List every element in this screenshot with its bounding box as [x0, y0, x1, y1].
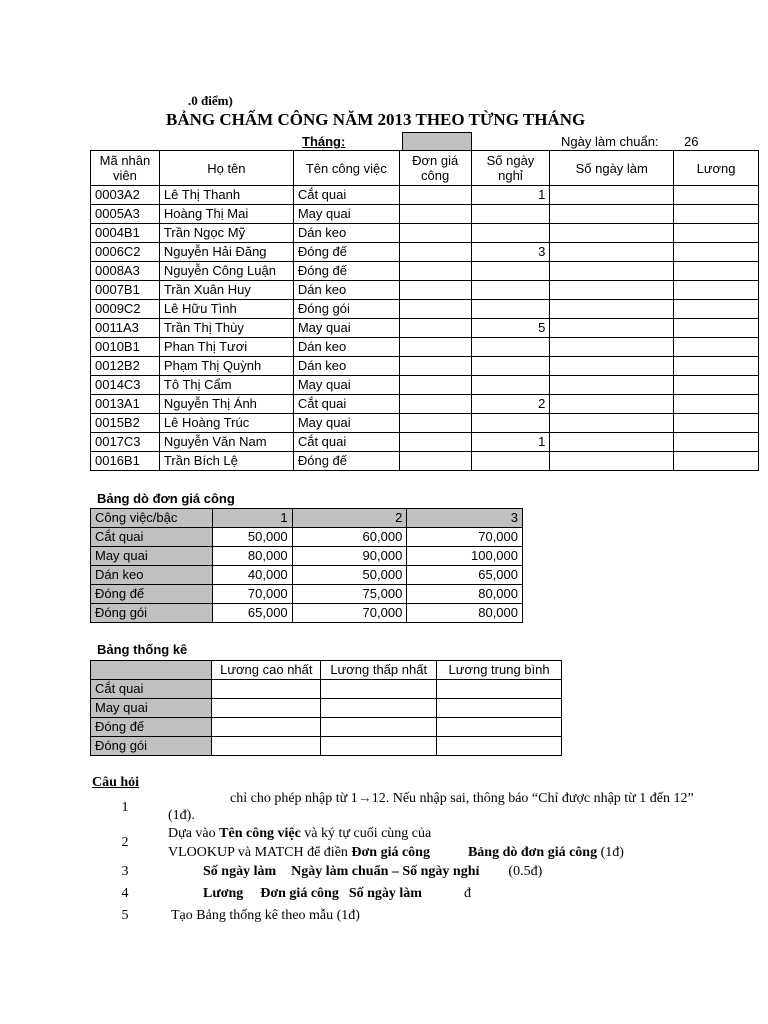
unit-price-cell[interactable]	[399, 281, 471, 300]
stats-min-cell[interactable]	[321, 718, 437, 737]
employee-code-cell: 0009C2	[91, 300, 160, 319]
header-unit-price: Đơn giá công	[399, 151, 471, 186]
days-worked-cell[interactable]	[550, 205, 674, 224]
page-title: BẢNG CHẤM CÔNG NĂM 2013 THEO TỪNG THÁNG	[166, 110, 586, 129]
table-row	[91, 433, 759, 452]
table-row	[91, 319, 759, 338]
employee-code-cell: 0013A1	[91, 395, 160, 414]
full-name-cell: Nguyễn Văn Nam	[159, 433, 293, 452]
table-row	[91, 357, 759, 376]
employee-code-cell: 0004B1	[91, 224, 160, 243]
job-name-cell: Dán keo	[293, 224, 399, 243]
table-row	[91, 300, 759, 319]
salary-cell[interactable]	[674, 395, 759, 414]
stats-job-cell: Cắt quai	[91, 680, 212, 699]
days-off-cell: 3	[471, 243, 550, 262]
job-name-cell: Cắt quai	[293, 433, 399, 452]
salary-cell[interactable]	[674, 319, 759, 338]
question-4-number: 4	[121, 886, 129, 901]
stats-job-cell: May quai	[91, 699, 212, 718]
price-job-cell: Đóng đế	[91, 585, 213, 604]
price-job-cell: Cắt quai	[91, 528, 213, 547]
full-name-cell: Lê Thị Thanh	[159, 186, 293, 205]
unit-price-cell[interactable]	[399, 357, 471, 376]
days-worked-cell[interactable]	[550, 395, 674, 414]
days-off-cell	[471, 224, 550, 243]
question-5-number: 5	[121, 908, 129, 923]
price-header-job: Công việc/bậc	[91, 509, 213, 528]
header-salary: Lương	[674, 151, 759, 186]
full-name-cell: Nguyễn Hải Đăng	[159, 243, 293, 262]
table-row	[91, 528, 523, 547]
unit-price-cell[interactable]	[399, 452, 471, 471]
table-row	[91, 262, 759, 281]
days-off-cell	[471, 376, 550, 395]
employee-code-cell: 0015B2	[91, 414, 160, 433]
days-worked-cell[interactable]	[550, 376, 674, 395]
unit-price-cell[interactable]	[399, 243, 471, 262]
price-value-cell: 60,000	[292, 528, 407, 547]
table-row	[91, 680, 562, 699]
header-days-off: Số ngày nghỉ	[471, 151, 550, 186]
question-1-line-1: chỉ cho phép nhập từ 1→12. Nếu nhập sai, thông báo “Chỉ được nhập từ 1 đến 12”	[230, 791, 694, 806]
stats-min-cell[interactable]	[321, 737, 437, 756]
price-value-cell: 70,000	[212, 585, 292, 604]
days-worked-cell[interactable]	[550, 319, 674, 338]
full-name-cell: Nguyễn Công Luận	[159, 262, 293, 281]
table-row	[91, 718, 562, 737]
job-name-cell: Đóng đế	[293, 452, 399, 471]
stats-job-cell: Đóng đế	[91, 718, 212, 737]
stats-max-cell[interactable]	[212, 718, 321, 737]
price-value-cell: 100,000	[407, 547, 523, 566]
days-worked-cell[interactable]	[550, 414, 674, 433]
question-4-text: Lương Đơn giá công Số ngày làm đ	[203, 886, 471, 901]
table-row	[91, 243, 759, 262]
attendance-table	[90, 150, 759, 471]
stats-min-cell[interactable]	[321, 680, 437, 699]
unit-price-cell[interactable]	[399, 319, 471, 338]
full-name-cell: Lê Hoàng Trúc	[159, 414, 293, 433]
month-label: Tháng:	[302, 134, 346, 149]
stats-table	[90, 660, 562, 756]
question-3-text: Số ngày làm Ngày làm chuẩn – Số ngày nghỉ (0.5đ)	[203, 864, 543, 879]
days-off-cell: 1	[471, 186, 550, 205]
salary-cell[interactable]	[674, 281, 759, 300]
table-row	[91, 737, 562, 756]
job-name-cell: Đóng đế	[293, 262, 399, 281]
days-off-cell	[471, 281, 550, 300]
job-name-cell: May quai	[293, 414, 399, 433]
days-off-cell	[471, 300, 550, 319]
days-worked-cell[interactable]	[550, 224, 674, 243]
job-name-cell: Đóng gói	[293, 300, 399, 319]
price-value-cell: 50,000	[212, 528, 292, 547]
stats-avg-cell[interactable]	[437, 718, 562, 737]
job-name-cell: May quai	[293, 319, 399, 338]
full-name-cell: Lê Hữu Tình	[159, 300, 293, 319]
employee-code-cell: 0006C2	[91, 243, 160, 262]
job-name-cell: Cắt quai	[293, 395, 399, 414]
unit-price-cell[interactable]	[399, 300, 471, 319]
days-worked-cell[interactable]	[550, 186, 674, 205]
salary-cell[interactable]	[674, 205, 759, 224]
stats-header-avg: Lương trung bình	[437, 661, 562, 680]
job-name-cell: Dán keo	[293, 357, 399, 376]
price-job-cell: May quai	[91, 547, 213, 566]
days-off-cell	[471, 262, 550, 281]
question-2-number: 2	[121, 835, 129, 850]
price-value-cell: 80,000	[407, 604, 523, 623]
days-worked-cell[interactable]	[550, 281, 674, 300]
header-job-name: Tên công việc	[293, 151, 399, 186]
salary-cell[interactable]	[674, 262, 759, 281]
table-row	[91, 547, 523, 566]
price-header-level-2: 2	[292, 509, 407, 528]
unit-price-cell[interactable]	[399, 338, 471, 357]
price-value-cell: 50,000	[292, 566, 407, 585]
full-name-cell: Phan Thị Tươi	[159, 338, 293, 357]
stats-table-title: Bảng thống kê	[97, 642, 188, 657]
price-job-cell: Dán keo	[91, 566, 213, 585]
std-days-label: Ngày làm chuẩn:	[561, 134, 659, 149]
salary-cell[interactable]	[674, 186, 759, 205]
table-row	[91, 186, 759, 205]
stats-min-cell[interactable]	[321, 699, 437, 718]
stats-avg-cell[interactable]	[437, 737, 562, 756]
days-worked-cell[interactable]	[550, 452, 674, 471]
unit-price-cell[interactable]	[399, 262, 471, 281]
table-row	[91, 452, 759, 471]
full-name-cell: Tô Thị Cẩm	[159, 376, 293, 395]
unit-price-cell[interactable]	[399, 395, 471, 414]
unit-price-cell[interactable]	[399, 205, 471, 224]
price-header-level-1: 1	[212, 509, 292, 528]
days-worked-cell[interactable]	[550, 262, 674, 281]
table-row	[91, 224, 759, 243]
salary-cell[interactable]	[674, 414, 759, 433]
employee-code-cell: 0003A2	[91, 186, 160, 205]
stats-avg-cell[interactable]	[437, 699, 562, 718]
full-name-cell: Phạm Thị Quỳnh	[159, 357, 293, 376]
employee-code-cell: 0016B1	[91, 452, 160, 471]
job-name-cell: May quai	[293, 205, 399, 224]
days-worked-cell[interactable]	[550, 357, 674, 376]
job-name-cell: May quai	[293, 376, 399, 395]
unit-price-cell[interactable]	[399, 376, 471, 395]
month-input-cell[interactable]	[402, 132, 472, 151]
stats-avg-cell[interactable]	[437, 680, 562, 699]
price-value-cell: 90,000	[292, 547, 407, 566]
table-row	[91, 376, 759, 395]
days-off-cell	[471, 357, 550, 376]
table-row	[91, 414, 759, 433]
salary-cell[interactable]	[674, 357, 759, 376]
salary-cell[interactable]	[674, 243, 759, 262]
days-off-cell	[471, 414, 550, 433]
questions-title: Câu hỏi	[92, 775, 140, 790]
price-header-level-3: 3	[407, 509, 523, 528]
price-value-cell: 70,000	[292, 604, 407, 623]
days-worked-cell[interactable]	[550, 338, 674, 357]
header-full-name: Họ tên	[159, 151, 293, 186]
job-name-cell: Dán keo	[293, 281, 399, 300]
question-1-number: 1	[121, 800, 129, 815]
days-off-cell	[471, 205, 550, 224]
stats-header-min: Lương thấp nhất	[321, 661, 437, 680]
table-row	[91, 566, 523, 585]
table-row	[91, 395, 759, 414]
full-name-cell: Trần Xuân Huy	[159, 281, 293, 300]
question-2-line-2: VLOOKUP và MATCH để điền Đơn giá công Bảng dò đơn giá công (1đ)	[168, 845, 624, 860]
days-off-cell	[471, 338, 550, 357]
std-days-value: 26	[684, 134, 699, 149]
days-off-cell: 1	[471, 433, 550, 452]
price-value-cell: 80,000	[407, 585, 523, 604]
salary-cell[interactable]	[674, 433, 759, 452]
stats-job-cell: Đóng gói	[91, 737, 212, 756]
price-value-cell: 65,000	[407, 566, 523, 585]
salary-cell[interactable]	[674, 452, 759, 471]
price-value-cell: 40,000	[212, 566, 292, 585]
salary-cell[interactable]	[674, 338, 759, 357]
job-name-cell: Dán keo	[293, 338, 399, 357]
question-3-number: 3	[121, 864, 129, 879]
table-row	[91, 205, 759, 224]
price-lookup-table	[90, 508, 523, 623]
stats-max-cell[interactable]	[212, 699, 321, 718]
employee-code-cell: 0005A3	[91, 205, 160, 224]
salary-cell[interactable]	[674, 224, 759, 243]
unit-price-cell[interactable]	[399, 433, 471, 452]
question-5-text: Tạo Bảng thống kê theo mẫu (1đ)	[171, 908, 360, 923]
full-name-cell: Trần Ngọc Mỹ	[159, 224, 293, 243]
full-name-cell: Nguyễn Thị Ánh	[159, 395, 293, 414]
job-name-cell: Đóng đế	[293, 243, 399, 262]
stats-header-max: Lương cao nhất	[212, 661, 321, 680]
employee-code-cell: 0011A3	[91, 319, 160, 338]
full-name-cell: Hoàng Thị Mai	[159, 205, 293, 224]
header-days-worked: Số ngày làm	[550, 151, 674, 186]
stats-max-cell[interactable]	[212, 737, 321, 756]
days-worked-cell[interactable]	[550, 300, 674, 319]
employee-code-cell: 0014C3	[91, 376, 160, 395]
employee-code-cell: 0010B1	[91, 338, 160, 357]
employee-code-cell: 0007B1	[91, 281, 160, 300]
table-row	[91, 338, 759, 357]
table-row	[91, 604, 523, 623]
points-note: .0 điểm)	[188, 93, 233, 108]
header-employee-code: Mã nhân viên	[91, 151, 160, 186]
unit-price-cell[interactable]	[399, 224, 471, 243]
employee-code-cell: 0012B2	[91, 357, 160, 376]
price-value-cell: 75,000	[292, 585, 407, 604]
price-table-title: Bảng dò đơn giá công	[97, 491, 235, 506]
question-2-line-1: Dựa vào Tên công việc và ký tự cuối cùng của	[168, 826, 432, 841]
price-value-cell: 65,000	[212, 604, 292, 623]
full-name-cell: Trần Thị Thùy	[159, 319, 293, 338]
table-row	[91, 699, 562, 718]
question-1-line-2: (1đ).	[168, 808, 195, 823]
stats-max-cell[interactable]	[212, 680, 321, 699]
price-value-cell: 70,000	[407, 528, 523, 547]
unit-price-cell[interactable]	[399, 186, 471, 205]
salary-cell[interactable]	[674, 300, 759, 319]
employee-code-cell: 0017C3	[91, 433, 160, 452]
days-worked-cell[interactable]	[550, 243, 674, 262]
days-off-cell: 5	[471, 319, 550, 338]
employee-code-cell: 0008A3	[91, 262, 160, 281]
price-value-cell: 80,000	[212, 547, 292, 566]
unit-price-cell[interactable]	[399, 414, 471, 433]
table-row	[91, 585, 523, 604]
stats-header-blank	[91, 661, 212, 680]
table-row	[91, 281, 759, 300]
salary-cell[interactable]	[674, 376, 759, 395]
job-name-cell: Cắt quai	[293, 186, 399, 205]
price-job-cell: Đóng gói	[91, 604, 213, 623]
full-name-cell: Trần Bích Lệ	[159, 452, 293, 471]
days-off-cell	[471, 452, 550, 471]
days-worked-cell[interactable]	[550, 433, 674, 452]
days-off-cell: 2	[471, 395, 550, 414]
